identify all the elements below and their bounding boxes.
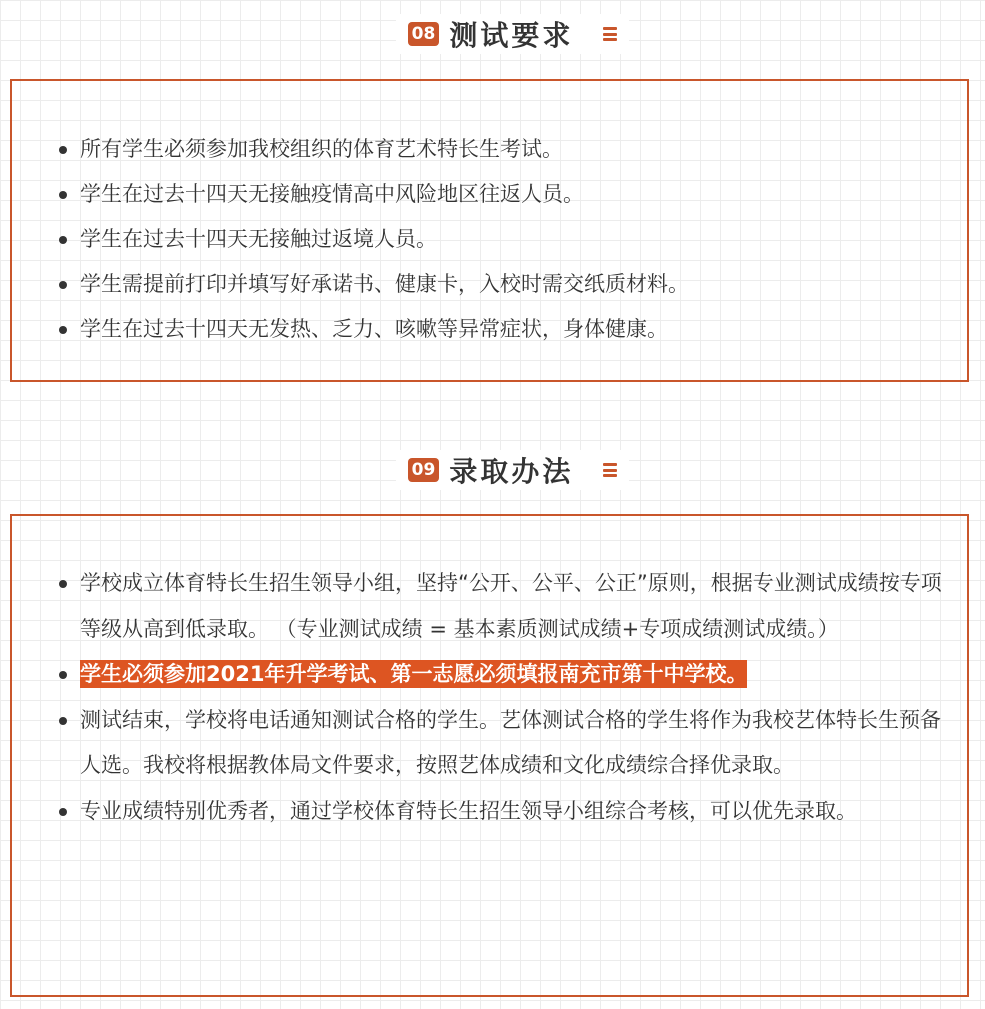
- admission-box: [10, 514, 969, 997]
- section-header-inner: [396, 14, 630, 54]
- section-header-inner: [396, 450, 630, 490]
- admission-list: [12, 516, 967, 834]
- section-number-badge: 08: [408, 22, 440, 46]
- menu-icon: [603, 27, 617, 41]
- section-header-09: [0, 452, 985, 488]
- list-item: 测试结束，学校将电话通知测试合格的学生。艺体测试合格的学生将作为我校艺体特长生预备人选。我校将根据教体局文件要求，按照艺体成绩和文化成绩综合择优录取。: [12, 698, 967, 789]
- list-item: 学生在过去十四天无发热、乏力、咳嗽等异常症状，身体健康。: [12, 307, 967, 352]
- highlighted-text: 学生必须参加2021年升学考试、第一志愿必须填报南充市第十中学校。: [80, 662, 748, 686]
- list-item: 专业成绩特别优秀者，通过学校体育特长生招生领导小组综合考核，可以优先录取。: [12, 789, 967, 835]
- section-title: 测试要求: [449, 19, 574, 52]
- section-title: 录取办法: [449, 455, 574, 488]
- list-item: 所有学生必须参加我校组织的体育艺术特长生考试。: [12, 127, 967, 172]
- menu-icon: [603, 463, 617, 477]
- list-item: 学校成立体育特长生招生领导小组，坚持“公开、公平、公正”原则，根据专业测试成绩按专项等级从高到低录取。 （专业测试成绩 = 基本素质测试成绩+专项成绩测试成绩。）: [12, 561, 967, 652]
- list-item-highlighted: [12, 652, 967, 698]
- list-item: 学生需提前打印并填写好承诺书、健康卡，入校时需交纸质材料。: [12, 262, 967, 307]
- section-header-08: [0, 16, 985, 52]
- section-number-badge: 09: [408, 458, 440, 482]
- requirements-list: [12, 81, 967, 352]
- list-item: 学生在过去十四天无接触疫情高中风险地区往返人员。: [12, 172, 967, 217]
- list-item: 学生在过去十四天无接触过返境人员。: [12, 217, 967, 262]
- requirements-box: [10, 79, 969, 382]
